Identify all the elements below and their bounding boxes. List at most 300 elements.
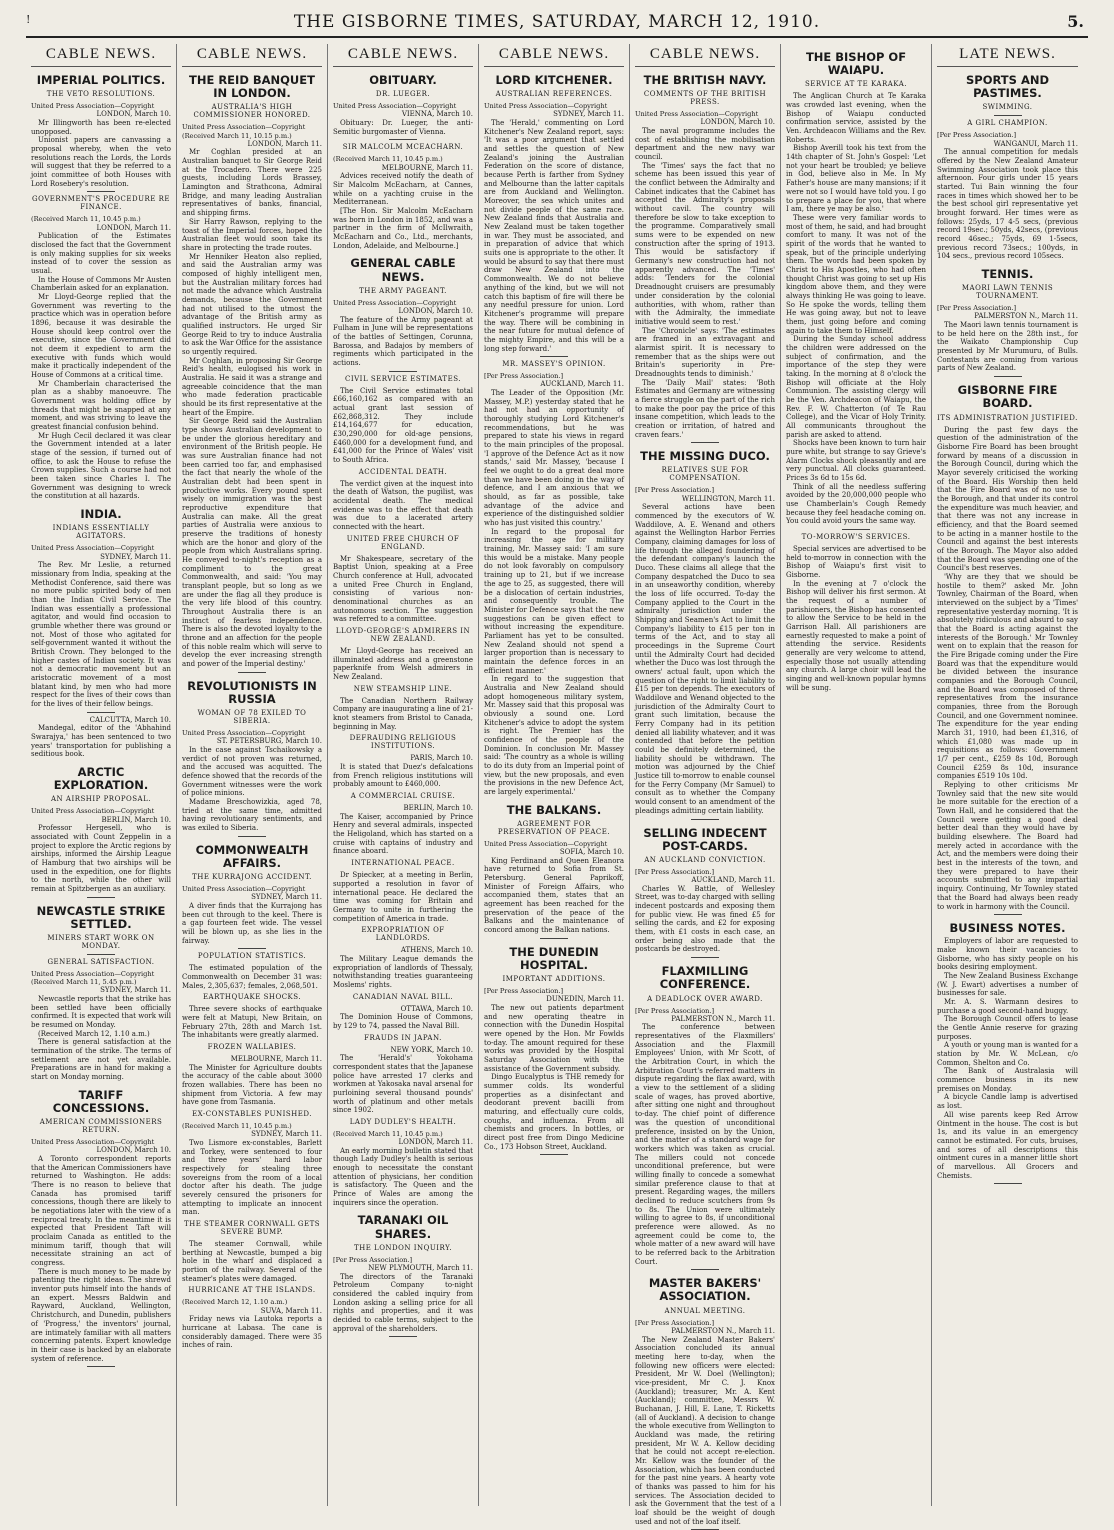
press-credit: United Press Association—Copyright [484, 102, 608, 111]
news-story [786, 51, 926, 530]
news-story [182, 1110, 322, 1217]
story-subheading: THE KURRAJONG ACCIDENT. [192, 873, 312, 882]
story-paragraph: The Military League demands the expropriation of landlords of Thessaly, notwithstanding treaties guaranteeing Moslems' rights. [333, 954, 473, 989]
story-headline: REVOLUTIONISTS IN RUSSIA [187, 678, 317, 706]
dateline: SYDNEY, March 11. [553, 110, 624, 119]
story-paragraph: The Minister for Agriculture doubts the accuracy of the cable about 3000 frozen wallabies. There has been no shipment from Victoria. A few may have gone from Tasmania. [182, 1063, 322, 1107]
story-paragraph: In the House of Commons Mr Austen Chamberlain asked for an explanation. [31, 275, 171, 293]
story-paragraph: The Civil Service estimates total £66,160,162 as compared with an actual grant last session of £62,868,312. They include £14,164,677 for education, £30,290,000 for old-age pensions, £460,000 for a development fund, and £41,000 for the Prince of Wales' visit to South Africa. [333, 386, 473, 464]
story-subheading: MR. MASSEY'S OPINION. [502, 360, 606, 369]
story-headline: SELLING INDECENT POST-CARDS. [643, 825, 767, 853]
column-header: CABLE NEWS. [333, 44, 473, 67]
story-paragraph: Mandegal, editor of the 'Abhahind Swarajya,' has been sentenced to two years' transportation for publishing a seditious book. [31, 724, 171, 759]
story-paragraph: In regard to the proposal for increasing the age for military training, Mr. Massey said: 'I am sure this would be a mistake. Many people do not look favorably on compulsory training up to 21, but if we increase the age to 25, as suggested, there will be a dislocation of certain industries, and consequently trouble. The Minister for Defence says that the new suggestions can be given effect to without increasing the expenditure. Parliament has yet to be consulted. New Zealand should not spend a larger proportion than is necessary to maintain the defence forces in an efficient manner.' [484, 527, 624, 675]
press-credit: [Per Press Association.] [635, 867, 715, 876]
story-subheading: LLOYD-GEORGE'S ADMIRERS IN NEW ZEALAND. [335, 627, 471, 644]
story-subheading: LADY DUDLEY'S HEALTH. [349, 1117, 457, 1126]
story-paragraph: The New Zealand Master Bakers' Association concluded its annual meeting here to-day, when the following new officers were elected: President, Mr W. Doel (Wellington); vice-president, Mr C. J. Knox (Auckland); treasurer, Mr. A. Kent (Auckland); committee, Messrs W. Buchanan, J. Hill, E. Lane, T. Ricketts (all of Auckland). A decision to change the whole executive from Wellington to Auckland was made, the retiring president, Mr W. A. Kellow deciding that he could not accept re-election. Mr. Kellow was the founder of the Association, which has been conducted for the past nine years. A hearty vote of thanks was passed to him for his services. The Association decided to ask the Government that the test of a loaf should be the weight of dough used and not of the loaf itself. [635, 1335, 775, 1526]
press-credit: United Press Association—Copyright [333, 102, 457, 111]
story-paragraph: Friday news via Lautoka reports a hurricane at Labasa. The cane is considerably damaged. There were 35 inches of rain. [182, 1315, 322, 1350]
press-credit: United Press Association—Copyright [31, 1138, 155, 1147]
story-separator [994, 1183, 1022, 1184]
story-paragraph: (Received March 12, 1.10 a.m.) [38, 1029, 150, 1038]
story-paragraph: Newcastle reports that the strike has been settled have been officially confirmed. It is expected that work will be resumed on Monday. [31, 995, 171, 1030]
story-paragraph: Dingo Eucalyptus is THE remedy for summer colds. Its wonderful properties as a disinfectant and deodorant prevent bacilli from maturing, and effectually cure colds, coughs, and influenza. From all chemists and grocers. In bottles, or direct post free from Dingo Medicine Co., 173 Hobson Street, Auckland. [484, 1073, 624, 1151]
column-header: CABLE NEWS. [31, 44, 171, 67]
dateline: SYDNEY, March 11. [100, 986, 171, 995]
story-paragraph: In regard to the suggestion that Australia and New Zealand should adopt homogeneous military system, Mr. Massey said that this proposal was obviously a sound one. Lord Kitchener's advice to adopt the system is right. The Premier has the confidence of the people of the Dominion. In conclusion Mr. Massey said: 'The country as a whole is willing to do its duty from an Imperial point of view, but the new proposals, and even the provisions in the new Defence Act, are largely experimental.' [484, 675, 624, 796]
story-paragraph: Mr Shakespeare, secretary of the Baptist Union, speaking at a Free Church conference at Hull, advocated a united Free Church in England, consisting of various non-denominational churches as an autonomous section. The suggestion was referred to a committee. [333, 554, 473, 624]
story-paragraph: Dr Spiecker, at a meeting in Berlin, supported a resolution in favor of international peace. He declared the time was coming for Britain and Germany to unite in furthering the competition of America in trade. [333, 871, 473, 923]
story-headline: THE BISHOP OF WAIAPU. [805, 50, 907, 78]
press-credit: United Press Association—Copyright [31, 807, 155, 816]
news-story [182, 680, 322, 837]
story-headline: TARIFF CONCESSIONS. [52, 1087, 150, 1115]
news-story [31, 195, 171, 501]
story-paragraph: Publication of the Estimates disclosed the fact that the Government is only making supplies for six weeks instead of to cover the session as usual. [31, 232, 171, 275]
press-credit: United Press Association—Copyright [182, 885, 306, 894]
story-separator [389, 139, 417, 140]
story-subheading: A COMMERCIAL CRUISE. [350, 792, 456, 801]
news-story [484, 360, 624, 796]
story-paragraph: There is general satisfaction at the termination of the strike. The terms of settlement are not yet available. Preparations are in hand for making a start on Monday morning. [31, 1038, 171, 1082]
story-subheading: EARTHQUAKE SHOCKS. [202, 993, 302, 1002]
story-paragraph: It is stated that Duez's defalcations from French religious institutions will probably amount to £460,000. [333, 763, 473, 789]
press-credit: [Per Press Association.] [635, 1318, 715, 1327]
story-subheading: IMPORTANT ADDITIONS. [502, 975, 606, 984]
dateline: BERLIN, March 10. [101, 815, 171, 824]
story-paragraph: Mr. A. S. Warmann desires to purchase a good second-hand buggy. [937, 998, 1078, 1015]
dateline: CALCUTTA, March 10. [89, 715, 171, 724]
story-paragraph: These were very familiar words to most of them, he said, and had brought comfort to many. It was not of the spirit of the words that he wanted to speak, but of the principle underlying them. The words had been spoken by Christ to His Apostles, who had often thought Christ was going to set up His kingdom above them, and they were always thinking He was going to leave. So He spoke the words, telling them He was going away, but not to leave them, just going before and coming again to take them to Himself. [786, 213, 927, 335]
story-paragraph: Sir Harry Rawson, replying to the toast of the Imperial forces, hoped the Australian fleet would soon take its share in protecting the trade routes. [182, 217, 322, 252]
story-separator [691, 819, 719, 820]
news-story [937, 119, 1078, 261]
story-paragraph: Several actions have been commenced by the executors of W. Waddilove, A. E. Wenand and others against the Wellington Harbor Ferries Company, claiming damages for loss of life through the alleged foundering of the defendant company's launch the Duco. These claims all allege that the Company despatched the Duco to sea in an unseaworthy condition, whereby the loss of life occurred. To-day the Company applied to the Court in the admiralty jurisdiction under the Shipping and Seamen's Act to limit the Company's liability to £15 per ton in terms of the Act, and to stay all proceedings in the Supreme Court until the Admiralty Court had decided whether the Duco was lost through the owners' actual fault, upon which the question of the right to limit liability to £15 per ton depends. The executors of Waddilove and Wenand objected to the jurisdiction of the Admiralty Court to grant such limitation, because the Ferry Company had in its petition denied all liability whatever, and it was contended that before the petition could be definitely determined, the liability should be withdrawn. The motion was adjourned by the Chief Justice till to-morrow to enable counsel for the Ferry Company (Mr Samuel) to consult as to whether the Company would consent to an amendment of the pleadings admitting certain liability. [635, 503, 775, 815]
story-subheading: CANADIAN NAVAL BILL. [352, 992, 454, 1001]
news-story [31, 766, 171, 898]
story-paragraph: The 'Herald's' Yokohama correspondent states that the Japanese police have arrested 17 clerks and workmen at Yakosaka naval arsenal for purloining several thousand pounds' worth of platinum and other metals since 1902. [333, 1054, 473, 1115]
news-story [484, 804, 624, 939]
story-headline: MASTER BAKERS' ASSOCIATION. [648, 1276, 762, 1304]
story-subheading: AGREEMENT FOR PRESERVATION OF PEACE. [497, 819, 611, 836]
press-credit: [Per Press Association.] [635, 486, 715, 495]
story-paragraph: The Rev. Mr Leslie, a returned missionary from India, speaking at the Methodist Conference, said there was no more public spirited body of men than the Indian Civil Service. The Indian was essentially a professional agitator, and would find occasion to grumble whether there was ground or not. Most of those who agitated for self-government wanted it without the British Crown. They belonged to the higher castes of Indian society. It was not a democratic movement but an aristocratic movement of a most blatant kind, by men who had more respect for the lives of their cows than for the lives of their fellow beings. [31, 561, 171, 708]
story-paragraph: The Borough Council offers to lease the Gentle Annie reserve for grazing purposes. [937, 1015, 1078, 1041]
story-paragraph: The New Zealand Business Exchange (W. J. Ewart) advertises a number of businesses for sale. [937, 972, 1078, 998]
story-paragraph: Think of all the needless suffering avoided by the 20,000,000 people who use Chamberlain's Cough Remedy because they feel headache coming on. You could avoid yours the same way. [786, 482, 926, 526]
story-subheading: MAORI LAWN TENNIS TOURNAMENT. [961, 284, 1054, 301]
column-header: CABLE NEWS. [635, 44, 775, 67]
story-separator [994, 376, 1022, 377]
story-subheading: RELATIVES SUE FOR COMPENSATION. [661, 466, 749, 483]
dateline: SYDNEY, March 11. [251, 893, 322, 902]
story-paragraph: Charles W. Battle, of Wellesley Street, was to-day charged with selling indecent postcards and exposing them for public view. He was fined £5 for selling the cards, and £2 for exposing them, with £1 costs in each case, an order being also made that the postcards be destroyed. [635, 884, 775, 954]
news-story [937, 922, 1078, 1184]
story-paragraph: The verdict given at the inquest into the death of Watson, the pugilist, was accidental death. The medical evidence was to the effect that death was due to a lacerated artery connected with the heart. [333, 479, 473, 532]
story-separator [842, 529, 870, 530]
story-separator [389, 371, 417, 372]
story-subheading: AMERICAN COMMISSIONERS RETURN. [39, 1118, 163, 1135]
story-paragraph: The Anglican Church at Te Karaka was crowded last evening, when the Bishop of Waiapu conducted confirmation service, assisted by the Ven. Archdeacon Williams and the Rev. Roberts. [786, 92, 926, 144]
press-credit: [Per Press Association.] [333, 1255, 413, 1264]
dateline: LONDON, March 11. [96, 223, 171, 232]
press-credit: United Press Association—Copyright [31, 102, 155, 111]
story-subheading: SIR MALCOLM MCEACHARN. [342, 143, 464, 152]
dateline: SOFIA, March 10. [559, 848, 624, 857]
story-separator [238, 836, 266, 837]
story-paragraph: The feature of the Army pageant at Fulham in June will be representations of the battles of Settingen, Corunna, Barossa, and Badajos by members of regiments which participated in the actions. [333, 315, 473, 367]
story-separator [238, 672, 266, 673]
news-story [937, 74, 1078, 116]
story-subheading: DR. LUEGER. [375, 90, 431, 99]
news-story [937, 268, 1078, 377]
story-headline: TENNIS. [981, 267, 1034, 282]
press-credit: [Per Press Association.] [635, 1006, 715, 1015]
story-headline: THE BALKANS. [506, 802, 602, 817]
news-story [31, 508, 171, 712]
news-story [333, 734, 473, 789]
dateline: LONDON, March 10. [96, 1146, 171, 1155]
news-story [635, 827, 775, 959]
story-subheading: A GIRL CHAMPION. [967, 119, 1048, 128]
dateline: WANGANUI, March 11. [993, 139, 1078, 148]
story-paragraph: 'Why are they that we should be hostile to them?' asked Mr. John Townley, Chairman of the Board, when interviewed on the subject by a 'Times' representative yesterday morning. 'It is absolutely ridiculous and absurd to say that the Board is acting against the interests of the Borough.' Mr Townley went on to explain that the reason for the Fire Brigade coming under the Fire Board was that the expenditure would be divided between the insurance companies and the Borough Council, and the Board was composed of three representatives from the insurance companies, three from the Borough Council, and one Government nominee. The expenditure for the year ending March 31, 1910, had been £1,316, of which £1,080 was made up in requisitions as follows: Government 1/7 per cent., £259 8s 10d, Borough Council £259 8s 10d, insurance companies £519 10s 10d. [937, 572, 1078, 781]
news-story [635, 1277, 775, 1530]
news-story [182, 1043, 322, 1107]
story-separator [994, 115, 1022, 116]
story-paragraph: There is much money to be made by patenting the right ideas. The shrewd inventor puts himself into the hands of an expert. Messrs Baldwin and Rayward, Auckland, Wellington, Christchurch, and Dunedin, publishers of 'Progress,' the inventors' journal, are intimately familiar with all matters concerning patents. Expert knowledge in their case is backed by an elaborate system of reference. [31, 1267, 171, 1363]
story-paragraph: Unionist papers are canvassing a proposal whereby, when the veto resolutions reach the Lords, the Lords will suggest that they be referred to a joint committee of both Houses with Lord Rosebery's resolution. [31, 136, 171, 188]
news-story [635, 450, 775, 819]
story-separator [87, 712, 115, 713]
story-subheading: THE STEAMER CORNWALL GETS SEVERE BUMP. [183, 1220, 321, 1237]
story-separator [994, 914, 1022, 915]
newspaper-title: THE GISBORNE TIMES, SATURDAY, MARCH 12, 1910. [293, 12, 821, 32]
story-paragraph: Mr Coghlan presided at an Australian banquet to Sir George Reid at the Trocadero. There were 225 guests, including Lords Brassey, Lamington and Strathcona, Admiral Bridge, and many leading Australian representatives of banks, financial, and shipping firms. [182, 148, 322, 218]
story-paragraph: Mr Illingworth has been re-elected unopposed. [31, 119, 171, 136]
story-paragraph: Sir George Reid said the Australian type shows Australian development to be under the glorious hereditary and environment of the British people. He was sure Australian finance had not been carried too far, and emphasised the fact that nearly the whole of the Australian debt had been spent in productive works. Every pound spent wisely on immigration was the best reproductive expenditure that Australia can make. All the great parties of Australia were anxious to preserve the traditions of honesty which are the honor and glory of the people from which Australians spring. He conveyed to-night's reception as a compliment to the great Commonwealth, and said: 'You may transplant people, but so long as we are under the flag all they produce is the very life blood of this country. Throughout Australia there is an instinct of fearless independence. There is also the devoted loyalty to the throne and an affection for the people of this noble realm which will serve to develop the ever increasing strength and power of the Imperial destiny.' [182, 417, 322, 669]
story-headline: INDIA. [80, 507, 122, 522]
story-paragraph: A youth or young man is wanted for a station by Mr. W. McLean, c/o Common, Shelton and Co. [937, 1041, 1078, 1067]
news-story [333, 1118, 473, 1208]
news-story [333, 257, 473, 371]
story-subheading: EXPROPRIATION OF LANDLORDS. [361, 926, 445, 943]
masthead-mark: ! [26, 13, 31, 26]
story-paragraph: Shocks have been known to turn hair pure white, but strange to say Grieve's Alarm Clocks shock pleasantly and are very punctual. All clocks guaranteed. Prices 3s 6d to 15s 6d. [786, 439, 926, 482]
story-paragraph: Mr Lloyd-George has received an illuminated address and a greenstone paperknife from Welsh admirers in New Zealand. [333, 647, 473, 682]
press-credit: United Press Association—Copyright [333, 298, 457, 307]
story-separator [389, 1336, 417, 1337]
press-credit: (Received March 11, 10.45 p.m.) [182, 1122, 292, 1131]
story-subheading: UNITED FREE CHURCH OF ENGLAND. [346, 534, 460, 551]
story-subheading: AUSTRALIA'S HIGH COMMISSIONER HONORED. [193, 103, 311, 120]
column-header: LATE NEWS. [937, 44, 1078, 67]
dateline: VIENNA, March 10. [401, 110, 473, 119]
press-credit: United Press Association—Copyright [182, 729, 306, 738]
press-credit: United Press Association—Copyright (Received March 11, 5.45 p.m.) [31, 970, 155, 987]
story-headline: ARCTIC EXPLORATION. [53, 764, 149, 793]
story-subheading: SWIMMING. [982, 103, 1033, 112]
dateline: OTTAWA, March 10. [400, 1004, 473, 1013]
story-separator [87, 954, 115, 955]
story-subheading: GOVERNMENT'S PROCEDURE RE FINANCE. [32, 195, 170, 212]
page-number: 5. [1067, 12, 1084, 31]
story-subheading: CIVIL SERVICE ESTIMATES. [345, 374, 461, 383]
story-subheading: INDIANS ESSENTIALLY AGITATORS. [52, 524, 150, 541]
story-paragraph: Obituary: Dr. Lueger, the anti-Semitic burgomaster of Vienna. [333, 119, 473, 136]
story-headline: GENERAL CABLE NEWS. [350, 256, 456, 284]
dateline: ATHENS, March 10. [400, 946, 473, 955]
news-column [630, 44, 781, 1526]
press-credit: [Per Press Association.] [484, 987, 564, 996]
story-paragraph: Employers of labor are requested to make known their vacancies to Gisborne, who has sixty people on his books desiring employment. [937, 937, 1078, 972]
story-headline: THE BRITISH NAVY. [643, 73, 767, 87]
dateline: SYDNEY, March 11. [100, 552, 171, 561]
story-subheading: THE VETO RESOLUTIONS. [46, 90, 156, 99]
dateline: PALMERSTON N., March 11. [671, 1014, 775, 1023]
story-paragraph: Mr Coghlan, in proposing Sir George Reid's health, eulogised his work in Australia. He said it was a strange and agreeable coincidence that the man who made federation practicable should be its first representative at the heart of the Empire. [182, 356, 322, 417]
news-story [333, 685, 473, 732]
story-paragraph: Mr Henniker Heaton also replied, and said the Australian army was composed of highly intelligent men, but the Australian military forces had not made the advance which Australia demands, because the Government had not utilised to the utmost the advantage of the British army as qualified instructors. He urged Sir George Reid to try to induce Australia to ask the War Office for the assistance so urgently required. [182, 252, 322, 356]
story-headline: GISBORNE FIRE BOARD. [957, 383, 1058, 411]
story-separator [87, 1366, 115, 1367]
news-story [31, 958, 171, 1082]
story-subheading: EX-CONSTABLES PUNISHED. [192, 1110, 312, 1119]
story-separator [691, 1269, 719, 1270]
story-paragraph: The steamer Cornwall, while berthing at Newcastle, bumped a big hole in the wharf and displaced a portion of the railway. Several of the steamer's plates were damaged. [182, 1240, 322, 1283]
news-column [177, 44, 328, 1506]
news-story [333, 143, 473, 250]
dateline: WELLINGTON, March 11. [681, 494, 775, 503]
press-credit: [Per Press Association.] [484, 372, 564, 381]
news-story [182, 844, 322, 950]
news-column [932, 44, 1083, 1506]
story-headline: FLAXMILLING CONFERENCE. [659, 964, 751, 992]
story-paragraph: Bishop Averill took his text from the 14th chapter of St. John's Gospel: 'Let not your heart be troubled; ye believe in God, believe also in Me. In My Father's house are many mansions; if it were not so I would have told you. I go to prepare a place for you, that where I am, there ye may be also.' [786, 144, 926, 214]
story-headline: IMPERIAL POLITICS. [36, 73, 166, 87]
story-separator [540, 938, 568, 939]
story-paragraph: The Dominion House of Commons, by 129 to 74, passed the Naval Bill. [333, 1013, 473, 1030]
dateline: LONDON, March 10. [700, 118, 775, 127]
dateline: PALMERSTON N., March 11. [974, 312, 1078, 321]
column-header: CABLE NEWS. [182, 44, 322, 67]
story-subheading: AN AIRSHIP PROPOSAL. [51, 795, 151, 804]
story-paragraph: The 'Herald,' commenting on Lord Kitchener's New Zealand report, says: 'It was a poor argument that settled and settles the question of New Zealand's joining the Australian Federation on the score of distance, because Perth is farther from Sydney and Melbourne than the latter capitals are from Auckland and Wellington. Moreover, the sea which unites and not divide people of the same race. New Zealand finds that Australia and New Zealand must be taken together in war. They must be associated, and in preparation of advice that which suits one is appropriate to the other. It would be absurd to say that there must draw New Zealand into the Commonwealth. We do not believe anything of the kind, but we will not catch this baptism of fire will there be any needful pressure for union. Lord Kitchener's programme will prepare the way. There will be combining in the near future for mutual defence of the mighty Empire, and this will be a long step forward.' [484, 119, 624, 353]
story-paragraph: Madame Breschowizkia, aged 78, tried at the same time, admitted having revolutionary sentiments, and was exiled to Siberia. [182, 798, 322, 833]
dateline: LONDON, March 10. [96, 110, 171, 119]
story-subheading: FRAUDS IN JAPAN. [364, 1033, 442, 1042]
story-headline: BUSINESS NOTES. [949, 921, 1066, 936]
news-story [182, 952, 322, 990]
story-paragraph: Special services are advertised to be held to-morrow in connection with the Bishop of Waiapu's first visit to Gisborne. [786, 545, 926, 580]
news-story [333, 375, 473, 465]
news-story [484, 74, 624, 357]
news-story [635, 74, 775, 443]
story-headline: TARANAKI OIL SHARES. [357, 1213, 449, 1241]
news-story [937, 384, 1078, 915]
story-paragraph: During the Sunday school address the children were addressed on the subject of confirmation, and the importance of the step they were taking. In the morning at 8 o'clock the Bishop will officiate at the Holy Communion. The assisting clergy will be the Ven. Archdeacon of Waiapu, the Rev. F. W. Chatterton (of Te Rau College), and the Vicar of Holy Trinity. All communicants throughout the parish are asked to attend. [786, 335, 926, 439]
story-paragraph: A bicycle Candle lamp is advertised as lost. [937, 1093, 1078, 1111]
story-paragraph: Two Lismore ex-constables, Barlett and Torkey, were sentenced to four and three years' hard labor respectively for stealing three sovereigns from the room of a local doctor after his death. The judge severely censured the prisoners for attempting to implicate an innocent man. [182, 1138, 322, 1217]
story-headline: THE REID BANQUET IN LONDON. [189, 73, 315, 101]
news-story [333, 74, 473, 140]
story-headline: THE MISSING DUCO. [640, 449, 770, 464]
story-subheading: ITS ADMINISTRATION JUSTIFIED. [937, 413, 1078, 422]
story-subheading: AN AUCKLAND CONVICTION. [644, 855, 766, 864]
story-separator [540, 1154, 568, 1155]
dateline: LONDON, March 11. [247, 139, 322, 148]
story-paragraph: The Leader of the Opposition (Mr. Massey, M.P.) yesterday stated that he had not had an opportunity of thoroughly studying Lord Kitchener's recommendations, but he was prepared to state his views in regard to the main principles of the proposal. 'I approve of the Defence Act as it now stands,' said Mr. Massey, 'because I feel we ought to do a great deal more than we have been doing in the way of defence, and I am anxious that we should, as far as possible, take advantage of the advice and experience of the distinguished soldier who has just visited this country.' [484, 389, 624, 528]
news-story [333, 993, 473, 1031]
dateline: AUCKLAND, March 11. [540, 380, 624, 389]
story-paragraph: Advices received notify the death of Sir Malcolm McEacharn, at Cannes, while on a yachting cruise in the Mediterranean. [333, 172, 473, 207]
story-paragraph: The annual competition for medals offered by the New Zealand Amateur Swimming Association took place this afternoon. Four girls under 15 years started. Tui Bain winning the four races in times which showed her to be the best school girl representative yet brought forward. Her times were as follows: 25yds, 17 4-5 secs, (previous record 19sec.; 50yds, 42secs, (previous record 46sec.; 75yds, 69 1-5secs, previous record 73secs.; 100yds, in 104 secs., previous record 105secs. [937, 148, 1078, 261]
story-subheading: HURRICANE AT THE ISLANDS. [188, 1286, 316, 1295]
press-credit: (Received March 11, 10.45 p.m.) [31, 215, 141, 224]
story-paragraph: In the evening at 7 o'clock the Bishop will deliver his first sermon. At the request of a number of parishioners, the Bishop has consented to allow the Service to be held in the Garrison Hall. All parishioners are earnestly requested to make a point of attending the service. Residents generally are very welcome to attend, especially those not usually attending any church. A large choir will lead the singing and well-known popular hymns will be sung. [786, 579, 926, 692]
press-credit: United Press Association—Copyright (Received March 11, 10.15 p.m.) [182, 123, 306, 140]
story-paragraph: The Bank of Australasia will commence business in its new premises on Monday. [937, 1067, 1078, 1093]
dateline: SYDNEY, March 11. [251, 1130, 322, 1139]
story-headline: THE DUNEDIN HOSPITAL. [509, 944, 599, 972]
story-paragraph: In the case against Tschaikowsky a verdict of not proven was returned, and the accused was acquitted. The defence showed that the records of the Government witnesses were the work of police minions. [182, 746, 322, 798]
story-subheading: A DEADLOCK OVER AWARD. [647, 994, 763, 1003]
story-paragraph: The 'Daily Mail' states: 'Both Estimates and Germany are witnessing a fierce struggle on the part of the rich to make the poor pay the price of this insane competition, which leads to the creation or irritation, of hatred and craven fears.' [635, 378, 775, 439]
story-separator [540, 356, 568, 357]
story-paragraph: The 'Times' says the fact that no scheme has been issued this year of the conflict between the Admiralty and Cabinet indicates that the Cabinet has accepted the Admiralty's proposals without cavil. The country will therefore be slow to take exception to the programme. Comparatively small sums were to be expended on new construction after the spring of 1913. This would be satisfactory if Germany's new construction had not apparently advanced. The 'Times' adds: 'Tenders for the colonial Dreadnought cruisers are presumably under consideration by the colonial authorities, with whom, rather than with the Admiralty, the immediate initiative would seem to rest.' [635, 161, 775, 326]
press-credit: (Received March 12, 1.10 a.m.) [182, 1298, 288, 1307]
story-subheading: DEFRAUDING RELIGIOUS INSTITUTIONS. [349, 734, 457, 751]
press-credit: [Per Press Association.] [937, 131, 1017, 140]
story-paragraph: The Kaiser, accompanied by Prince Henry and several admirals, inspected the Heligoland, which has started on a cruise with captains of industry and finance aboard. [333, 812, 473, 856]
story-headline: SPORTS AND PASTIMES. [965, 73, 1050, 101]
news-story [333, 1214, 473, 1337]
story-subheading: COMMENTS OF THE BRITISH PRESS. [643, 90, 767, 107]
news-story [182, 1286, 322, 1350]
dateline: SUVA, March 11. [260, 1306, 322, 1315]
news-story [31, 905, 171, 955]
news-story [31, 716, 171, 759]
story-subheading: POPULATION STATISTICS. [197, 952, 307, 961]
story-paragraph: The conference between representatives of the Flaxmillers' Association and the Flaxmill Employees' Union, with Mr Scott, of the Arbitration Court, in which the Arbitration Court's referred matters in dispute regarding the flax award, with a view to the settlement of a sliding scale of wages, has proved abortive, after sitting one night and throughout to-day. The chief point of difference was the question of unconditional preference, insisted on by the Union, and the matter of a standard wage for workers which was taken as crucial. The millers could not concede unconditional preference, but were willing finally to concede a somewhat similar preference clause to that at present. Regarding wages, the millers declined to reduce scutchers from 9s to 8s. The Union were ultimately willing to agree to 8s, if unconditional preference were allowed. As no agreement could be come to, the whole matter of a new award will have to be referred back to the Arbitration Court. [635, 1023, 775, 1266]
dateline: AUCKLAND, March 11. [691, 876, 775, 885]
press-credit: (Received March 11, 10.45 p.m.) [333, 155, 443, 164]
news-column [479, 44, 630, 1506]
story-subheading: INTERNATIONAL PEACE. [351, 859, 455, 868]
press-credit: United Press Association—Copyright [31, 544, 155, 553]
masthead-rule [26, 36, 1088, 38]
story-separator [691, 442, 719, 443]
dateline: NEW PLYMOUTH, March 11. [368, 1264, 473, 1273]
story-separator [238, 948, 266, 949]
story-subheading: MINERS START WORK ON MONDAY. [47, 934, 155, 951]
news-story [31, 74, 171, 192]
story-paragraph: King Ferdinand and Queen Eleanora have returned to Sofia from St. Petersburg. General Paprikoff, Minister of Foreign Affairs, who accompanied them, states that an agreement has been reached for the preservation of the peace of the Balkans and the maintenance of concord among the Balkan nations. [484, 856, 624, 935]
story-paragraph: Mr Chamberlain characterised the plan as a shabby manoeuvre. The Government was holding office by threads that might be snapped at any moment, and was striving to leave the greatest financial confusion behind. [31, 379, 171, 432]
story-paragraph: Mr Lloyd-George replied that the Government was reverting to the practice which was in operation before 1896, because it was desirable the House should keep control over the executive, since the Government did not deem it expedient to arm the executive with funds which would make it practically independent of the House of Commons at a critical time. [31, 292, 171, 380]
news-story [333, 926, 473, 989]
press-credit: United Press Association—Copyright [484, 839, 608, 848]
story-paragraph: The 'Chronicle' says: 'The estimates are framed in an extravagant and alarmist spirit. It is necessary to remember that as the ships were out Britain's superiority in Pre-Dreadnoughts tends to diminish.' [635, 326, 775, 378]
story-subheading: ANNUAL MEETING. [664, 1306, 746, 1315]
news-story [333, 627, 473, 682]
story-paragraph: Three severe shocks of earthquake were felt at Matupi, New Britain, on February 27th, 28th and March 1st. The inhabitants were greatly alarmed. [182, 1005, 322, 1040]
story-paragraph: The Canadian Northern Railway Company are inaugurating a line of 21-knot steamers from Bristol to Canada, beginning in May. [333, 696, 473, 731]
story-subheading: GENERAL SATISFACTION. [47, 958, 155, 967]
news-column [781, 44, 932, 1506]
press-credit: (Received March 11, 10.45 p.m.) [333, 1129, 443, 1138]
story-paragraph: The directors of the Taranaki Petroleum Company to-night considered the cabled inquiry from London asking a selling price for all rights and properties, and it was decided to cable terms, subject to the approval of the shareholders. [333, 1272, 473, 1333]
dateline: MELBOURNE, March 11. [230, 1055, 322, 1064]
story-paragraph: [The Hon. Sir Malcolm McEacharn was born in London in 1852, and was a partner in the firm of McIlwraith, McEacharn and Co., Ltd., merchants, London, Adelaide, and Melbourne.] [333, 206, 473, 250]
story-paragraph: During the past few days the question of the administration of the Gisborne Fire Board has been brought forward by means of a discussion in the Borough Council, during which the Mayor severely criticised the working of the Board. His Worship then held that the Fire Board was of no use to the Borough, and that under its control the expenditure was much heavier, and that there was not any increase in efficiency, and that the Board seemed to be acting in a manner hostile to the Council and against the best interests of the Borough. The Mayor also added that the Board was spending one of the Council's best reserves. [937, 425, 1078, 573]
story-headline: COMMONWEALTH AFFAIRS. [195, 842, 309, 870]
news-story [484, 946, 624, 1156]
column-header: CABLE NEWS. [484, 44, 624, 67]
story-headline: NEWCASTLE STRIKE SETTLED. [36, 903, 166, 931]
dateline: MELBOURNE, March 11. [381, 163, 473, 172]
news-story [635, 965, 775, 1270]
story-separator [87, 897, 115, 898]
story-subheading: THE LONDON INQUIRY. [353, 1243, 453, 1252]
story-subheading: AUSTRALIAN REFERENCES. [495, 90, 613, 99]
dateline: ST. PETERSBURG, March 10. [216, 737, 322, 746]
news-story [333, 859, 473, 923]
story-paragraph: The naval programme includes the cost of establishing the mobilisation department and the new navy war council. [635, 127, 775, 162]
news-story [333, 1034, 473, 1115]
newspaper-columns [26, 44, 1088, 1526]
story-separator [87, 191, 115, 192]
story-paragraph: Professor Hergesell, who is associated with Count Zeppelin in a project to explore the Arctic regions by airships, informed the Airship League of Hamburg that two airships will be used in the expedition, one for flights to the north, while the other will remain at Spitzbergen as an auxiliary. [31, 824, 171, 893]
story-subheading: THE ARMY PAGEANT. [359, 286, 447, 295]
story-headline: LORD KITCHENER. [495, 73, 613, 87]
story-subheading: WOMAN OF 78 EXILED TO SIBERIA. [197, 709, 307, 726]
story-subheading: ACCIDENTAL DEATH. [358, 467, 448, 476]
story-headline: OBITUARY. [369, 73, 437, 87]
dateline: PARIS, March 10. [410, 754, 473, 763]
news-story [182, 74, 322, 673]
news-story [333, 792, 473, 856]
story-separator [691, 957, 719, 958]
story-paragraph: All wise parents keep Red Arrow Ointment in the house. The cost is but 1s, and its value in an emergency cannot be estimated. For cuts, bruises, and sores of all descriptions this ointment cures in a manner little short of marvellous. All Grocers and Chemists. [937, 1110, 1078, 1180]
news-story [31, 1089, 171, 1367]
story-paragraph: Replying to other criticisms Mr Townley said that the new site would be more suitable for the erection of a Town Hall, and he considered that the Council were getting a good deal better deal than they would have by building elsewhere. The Board had merely acted in accordance with the Act, and the members were doing their best in the interests of the town, and they were prepared to have their accounts submitted to any impartial inquiry. Continuing, Mr Townley stated that the Board had always been ready to work in harmony with the Council. [937, 781, 1078, 911]
news-column [328, 44, 479, 1506]
press-credit: United Press Association—Copyright [635, 110, 759, 119]
story-paragraph: The estimated population of the Commonwealth on December 31 was: Males, 2,305,637; females, 2,068,501. [182, 964, 322, 990]
story-paragraph: The Maori lawn tennis tournament is to be held here on the 28th inst., for the Waikato Championship Cup presented by Mr Murumuru, of Bulls. Contestants are coming from various parts of New Zealand. [937, 321, 1078, 373]
press-credit: [Per Press Association.] [937, 304, 1017, 313]
dateline: NEW YORK, March 10. [390, 1045, 473, 1054]
story-paragraph: A Toronto correspondent reports that the American Commissioners have returned to Washington. He adds: 'There is no reason to believe that Canada has promised tariff concessions, though there are likely to be negotiations later with the view of a reciprocal treaty. In the meantime it is expected that President Taft will proclaim Canada as entitled to the minimum tariff, though that will necessitate straining an act of congress. [31, 1155, 171, 1268]
dateline: LONDON, March 10. [398, 306, 473, 315]
story-paragraph: An early morning bulletin stated that though Lady Dudley's health is serious enough to necessitate the constant attention of physicians, her condition is satisfactory. The Queen and the Prince of Wales are among the inquirers since the operation. [333, 1146, 473, 1207]
news-story [786, 533, 926, 692]
dateline: LONDON, March 11. [398, 1138, 473, 1147]
story-paragraph: The new out patients department and new operating theatre in connection with the Dunedin Hospital were opened by the Hon. Mr Fowlds to-day. The amount required for these works was provided by the Hospital Saturday Association with the assistance of the Government subsidy. [484, 1004, 624, 1073]
story-subheading: SERVICE AT TE KARAKA. [804, 80, 908, 89]
story-subheading: NEW STEAMSHIP LINE. [353, 684, 453, 693]
story-paragraph: A diver finds that the Kurrajong has been cut through to the keel. There is a gap fourteen feet wide. The vessel will be blown up, as she lies in the fairway. [182, 902, 322, 945]
story-subheading: FROZEN WALLABIES. [207, 1043, 297, 1052]
news-story [333, 468, 473, 532]
masthead [0, 0, 1114, 40]
news-story [333, 535, 473, 624]
story-subheading: TO-MORROW'S SERVICES. [801, 533, 911, 542]
dateline: DUNEDIN, March 11. [546, 995, 624, 1004]
dateline: BERLIN, March 10. [403, 804, 473, 813]
